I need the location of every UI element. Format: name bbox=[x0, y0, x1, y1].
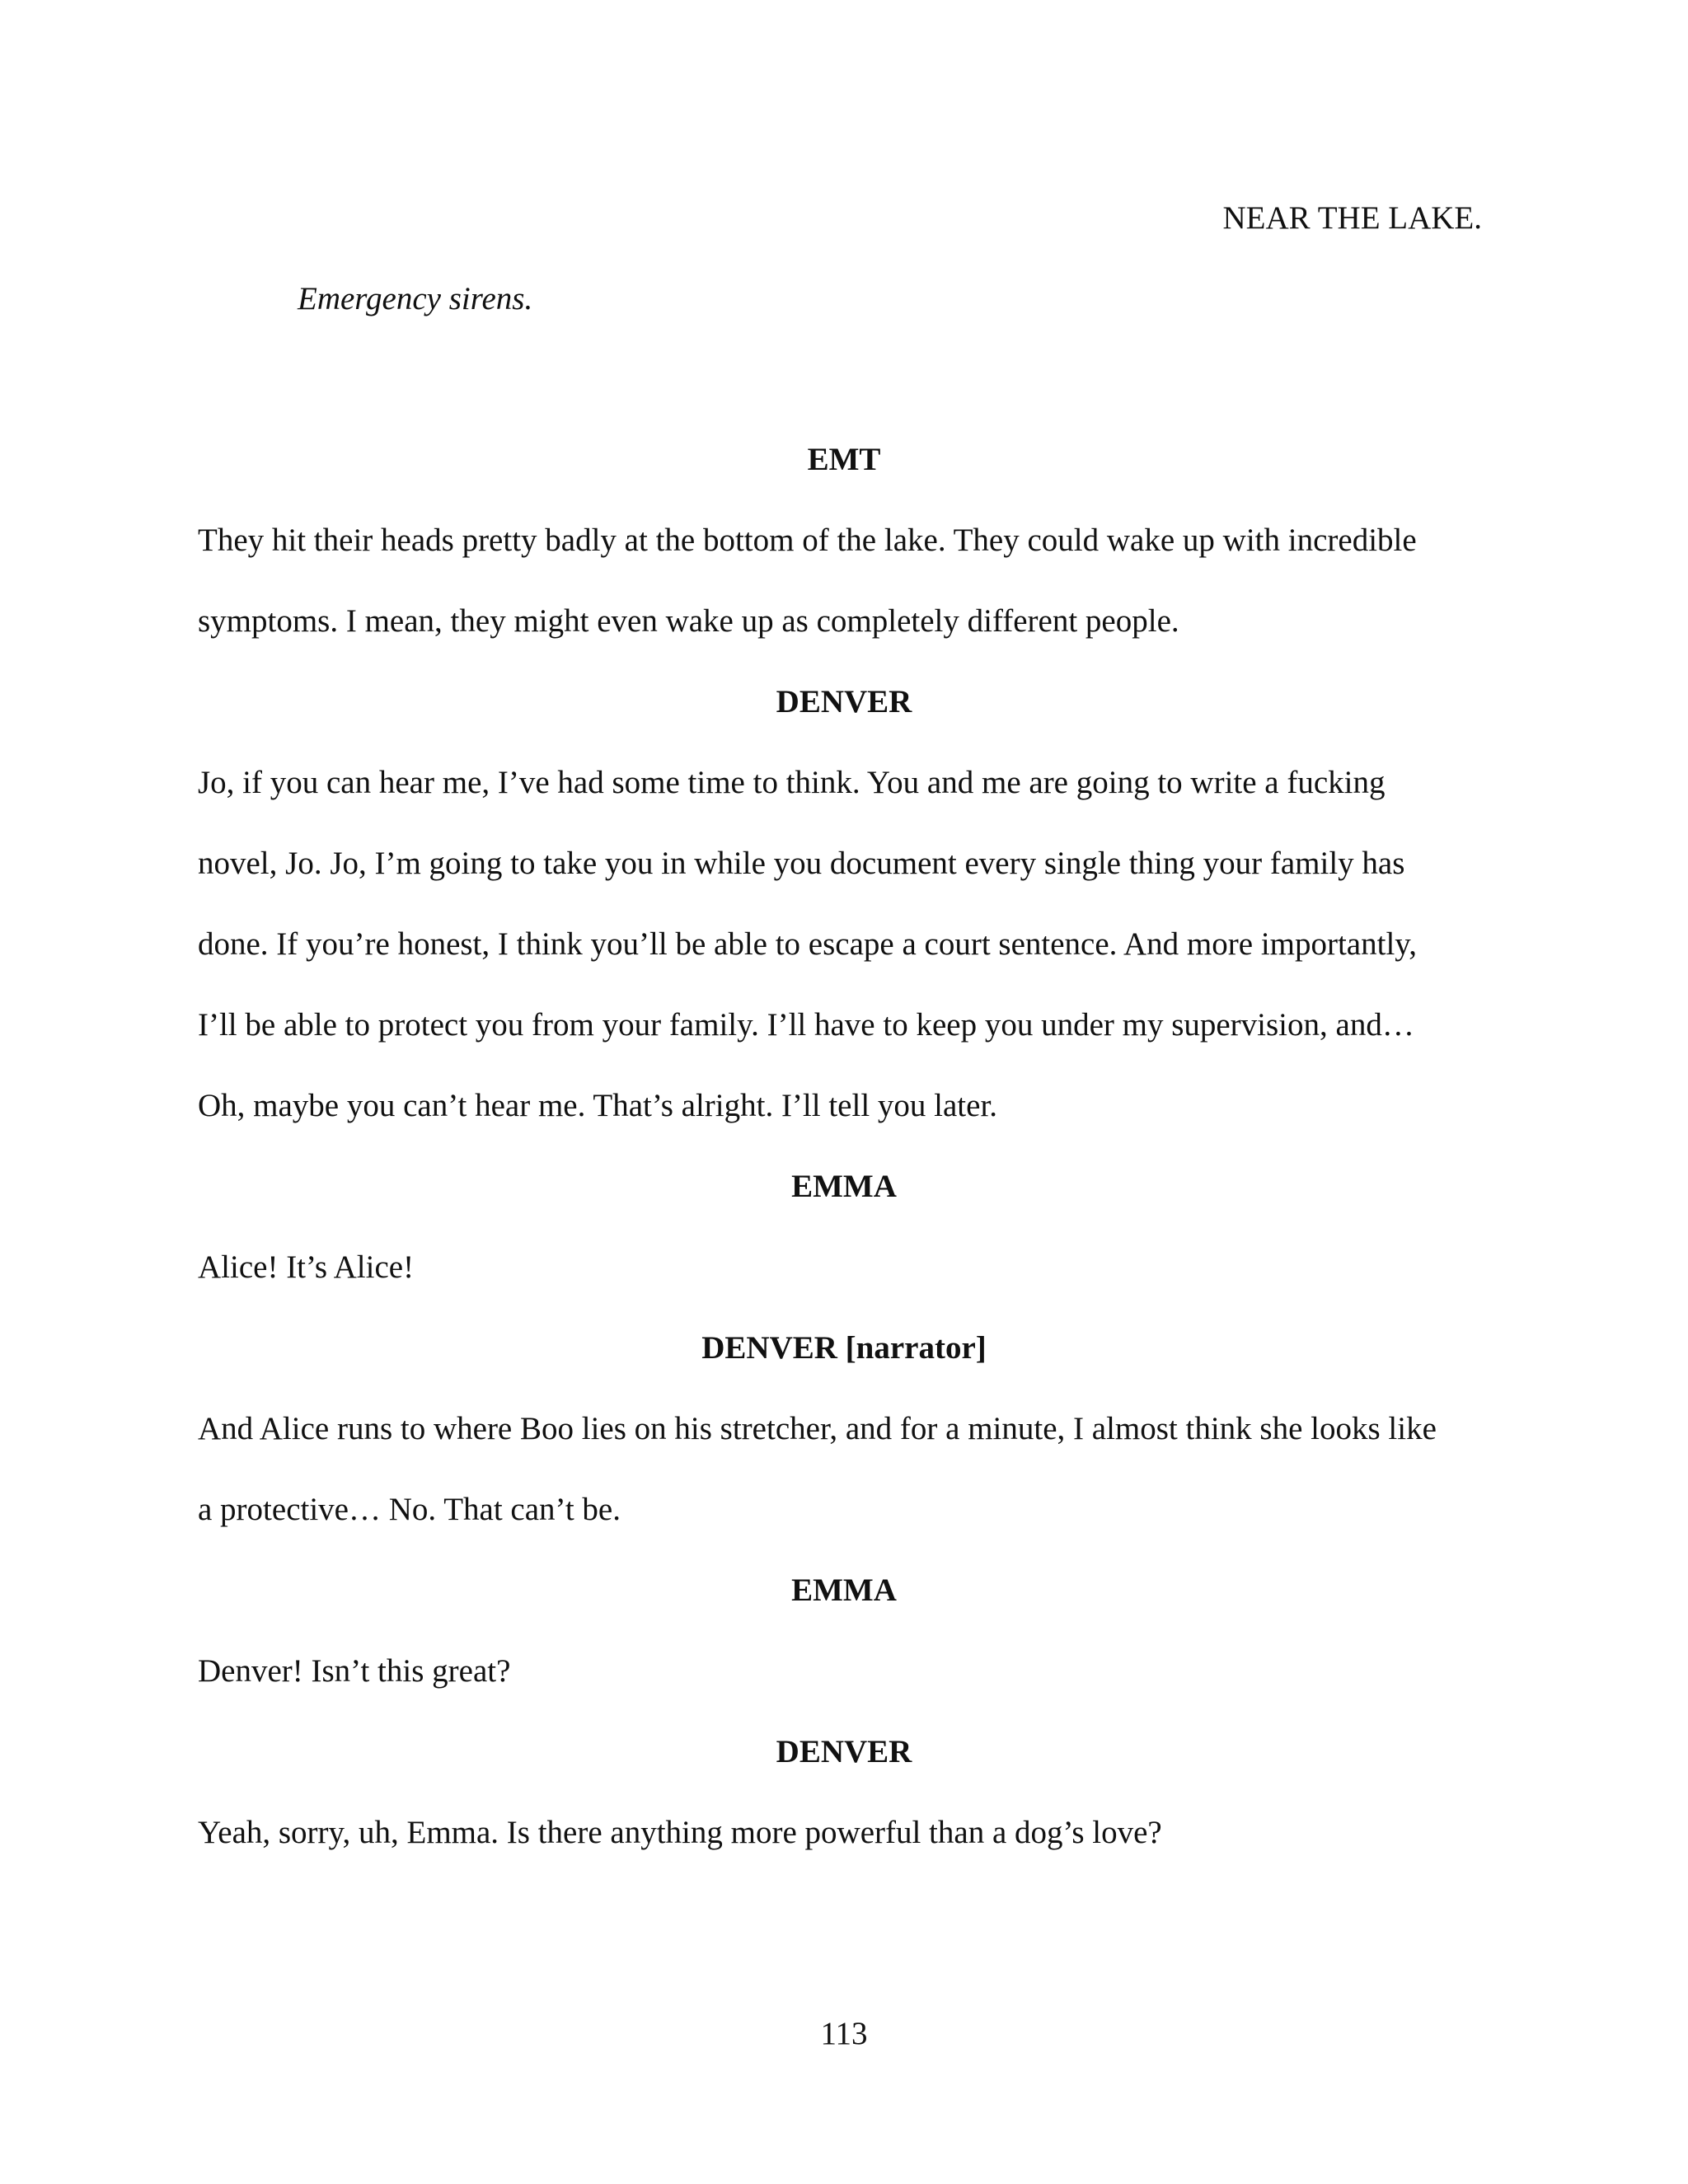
dialogue-line: Yeah, sorry, uh, Emma. Is there anything more powerful than a dog’s love? bbox=[198, 1815, 1162, 1850]
dialogue-line: a protective… No. That can’t be. bbox=[198, 1492, 621, 1527]
speaker-name: EMMA bbox=[791, 1169, 897, 1204]
scene-heading: NEAR THE LAKE. bbox=[1222, 200, 1482, 236]
dialogue-line: I’ll be able to protect you from your family. I’ll have to keep you under my supervision, and… bbox=[198, 1007, 1414, 1043]
speaker-name: DENVER [narrator] bbox=[701, 1330, 987, 1366]
dialogue-line: symptoms. I mean, they might even wake up as completely different people. bbox=[198, 603, 1179, 639]
dialogue-line: Alice! It’s Alice! bbox=[198, 1249, 415, 1285]
speaker-name: EMT bbox=[807, 442, 881, 477]
dialogue-line: novel, Jo. Jo, I’m going to take you in while you document every single thing your family has bbox=[198, 846, 1405, 881]
dialogue-line: And Alice runs to where Boo lies on his stretcher, and for a minute, I almost think she looks like bbox=[198, 1411, 1437, 1446]
page-number: 113 bbox=[820, 2016, 868, 2051]
dialogue-line: They hit their heads pretty badly at the bottom of the lake. They could wake up with incredible bbox=[198, 523, 1417, 558]
dialogue-line: Oh, maybe you can’t hear me. That’s alright. I’ll tell you later. bbox=[198, 1088, 998, 1123]
speaker-name: DENVER bbox=[776, 1734, 912, 1769]
speaker-name: DENVER bbox=[776, 684, 912, 719]
speaker-name: EMMA bbox=[791, 1572, 897, 1608]
dialogue-line: done. If you’re honest, I think you’ll be able to escape a court sentence. And more importantly, bbox=[198, 926, 1418, 962]
dialogue-line: Jo, if you can hear me, I’ve had some time to think. You and me are going to write a fucking bbox=[198, 765, 1386, 800]
stage-direction: Emergency sirens. bbox=[298, 281, 533, 316]
dialogue-line: Denver! Isn’t this great? bbox=[198, 1653, 511, 1689]
